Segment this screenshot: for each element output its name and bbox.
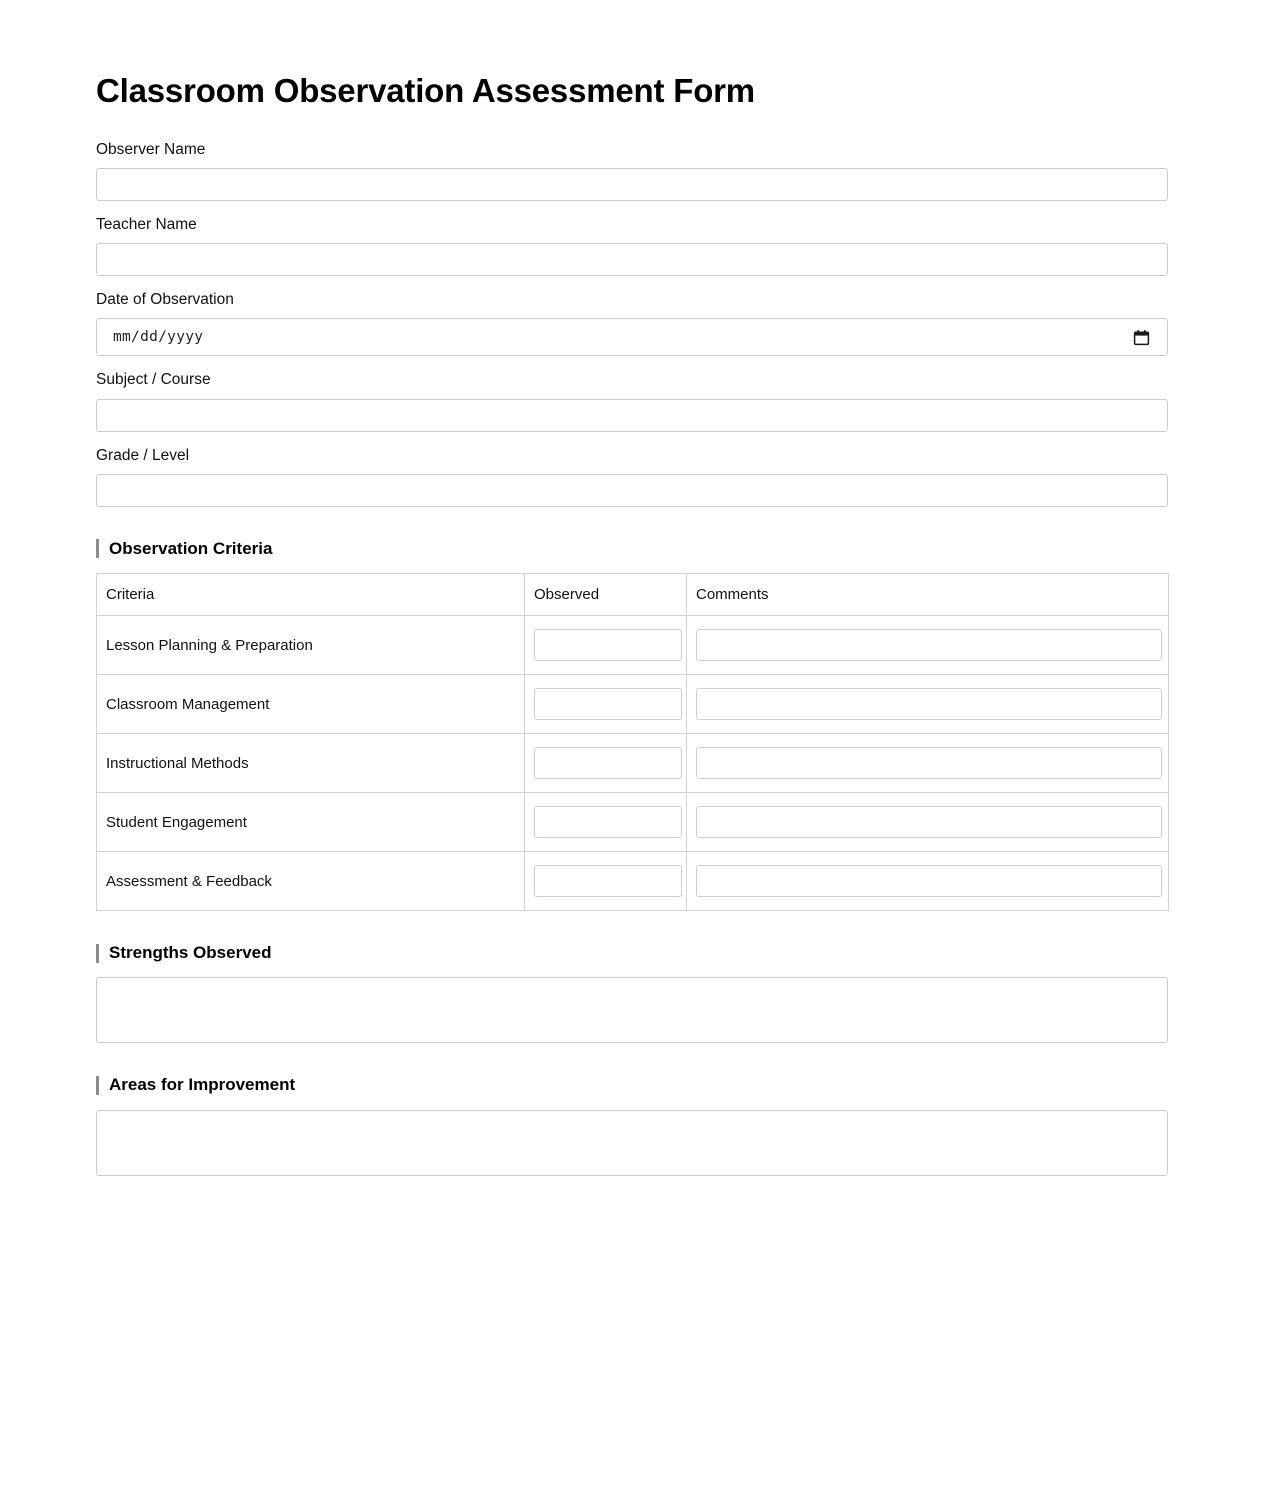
comments-cell (687, 675, 1169, 734)
observed-cell (525, 616, 687, 675)
teacher-name-input[interactable] (96, 243, 1168, 276)
observed-input[interactable] (534, 865, 682, 897)
observed-input[interactable] (534, 629, 682, 661)
section-header-areas-for-improvement (96, 1075, 1167, 1095)
table-row (97, 793, 1169, 852)
label-grade-level: Grade / Level (96, 446, 190, 464)
observed-input[interactable] (534, 747, 682, 779)
observed-cell (525, 852, 687, 911)
calendar-icon[interactable] (1133, 329, 1150, 346)
field-teacher-name (96, 215, 1167, 276)
field-subject-course (96, 370, 1167, 431)
observed-cell (525, 675, 687, 734)
table-row (97, 734, 1169, 793)
field-date-of-observation (96, 290, 1167, 356)
criteria-label-cell: Student Engagement (97, 793, 525, 852)
section-title-areas-for-improvement: Areas for Improvement (109, 1075, 296, 1095)
table-row (97, 852, 1169, 911)
section-title-strengths-observed: Strengths Observed (109, 943, 272, 963)
criteria-label-cell: Assessment & Feedback (97, 852, 525, 911)
areas-for-improvement-textarea[interactable] (96, 1110, 1168, 1176)
observer-name-input[interactable] (96, 168, 1168, 201)
section-header-strengths-observed (96, 943, 1167, 963)
label-subject-course: Subject / Course (96, 371, 211, 389)
comments-input[interactable] (696, 806, 1162, 838)
accent-bar (96, 539, 99, 558)
criteria-label-cell: Instructional Methods (97, 734, 525, 793)
table-head (97, 574, 1169, 616)
observation-criteria-table (96, 573, 1169, 911)
grade-level-input[interactable] (96, 474, 1168, 507)
criteria-label-cell: Classroom Management (97, 675, 525, 734)
field-observer-name (96, 140, 1167, 201)
comments-input[interactable] (696, 865, 1162, 897)
comments-cell (687, 793, 1169, 852)
section-header-observation-criteria (96, 539, 1167, 559)
label-observer-name: Observer Name (96, 140, 206, 158)
column-header-comments: Comments (687, 574, 1169, 616)
strengths-observed-textarea[interactable] (96, 977, 1168, 1043)
observed-input[interactable] (534, 806, 682, 838)
table-header-row (97, 574, 1169, 616)
page-title: Classroom Observation Assessment Form (96, 72, 755, 109)
label-date-of-observation: Date of Observation (96, 291, 234, 309)
section-title-observation-criteria: Observation Criteria (109, 538, 273, 558)
label-teacher-name: Teacher Name (96, 216, 197, 234)
observed-input[interactable] (534, 688, 682, 720)
comments-cell (687, 734, 1169, 793)
accent-bar (96, 1076, 99, 1095)
accent-bar (96, 944, 99, 963)
table-row (97, 675, 1169, 734)
date-of-observation-input[interactable] (96, 318, 1168, 356)
table-row (97, 616, 1169, 675)
field-grade-level (96, 446, 1167, 507)
comments-cell (687, 616, 1169, 675)
comments-input[interactable] (696, 747, 1162, 779)
column-header-observed: Observed (525, 574, 687, 616)
subject-course-input[interactable] (96, 399, 1168, 432)
comments-cell (687, 852, 1169, 911)
column-header-criteria: Criteria (97, 574, 525, 616)
table-body (97, 616, 1169, 911)
criteria-label-cell: Lesson Planning & Preparation (97, 616, 525, 675)
observed-cell (525, 734, 687, 793)
observed-cell (525, 793, 687, 852)
comments-input[interactable] (696, 688, 1162, 720)
date-placeholder-text: mm/dd/yyyy (113, 329, 204, 346)
comments-input[interactable] (696, 629, 1162, 661)
